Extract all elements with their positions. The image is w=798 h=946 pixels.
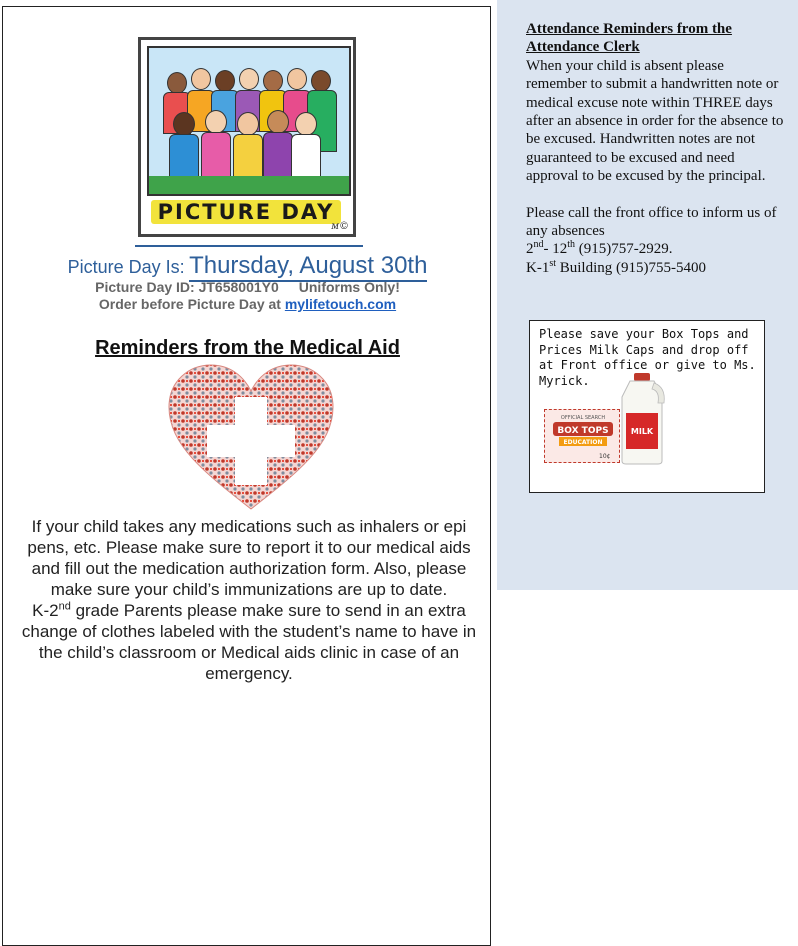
box-tops-notice <box>529 320 765 493</box>
left-panel <box>2 6 491 946</box>
box-tops-coupon-image <box>544 409 620 463</box>
svg-text:BOX TOPS: BOX TOPS <box>557 426 609 436</box>
phone-k-1: K-1st Building (915)755-5400 <box>526 257 706 276</box>
mylifetouch-link[interactable]: mylifetouch.com <box>284 296 397 312</box>
svg-text:EDUCATION: EDUCATION <box>563 439 603 446</box>
picture-day-date-value: Thursday, August 30th <box>189 252 427 282</box>
attendance-section <box>526 20 788 277</box>
picture-day-id: Picture Day ID: JT658001Y0 <box>95 279 279 295</box>
uniforms-note: Uniforms Only! <box>298 279 400 295</box>
picture-day-illustration <box>138 37 356 237</box>
medical-paragraph-1: If your child takes any medications such as inhalers or epi pens, etc. Please make sure to report it to our medical aids and fill out the medication authorization form. Also, please make sure your child’s immunizations are up to date. <box>27 517 471 599</box>
picture-day-art-label: PICTURE DAY <box>151 200 341 224</box>
box-tops-text: Please save your Box Tops and Prices Milk Caps and drop off at Front office or give to Ms. Myrick. <box>539 327 756 388</box>
medical-heart-icon <box>165 363 337 513</box>
svg-text:MILK: MILK <box>630 427 654 436</box>
svg-text:OFFICIAL SEARCH: OFFICIAL SEARCH <box>560 415 606 421</box>
picture-day-info <box>3 279 492 313</box>
picture-day-date-label: Picture Day Is: <box>67 257 185 277</box>
medical-aid-title: Reminders from the Medical Aid <box>95 337 400 359</box>
divider-line <box>135 245 363 247</box>
attendance-body: When your child is absent please remember to submit a handwritten note or medical excuse note within THREE days after an absence in order for the absence to be excused. Handwritten notes are not guaranteed to be excused and need approval to be excused by the principal. <box>526 57 784 185</box>
phone-2-12: 2nd- 12th (915)757-2929. <box>526 239 673 258</box>
medical-paragraph-2: K-2nd grade Parents please make sure to send in an extra change of clothes labeled with the student’s name to have in the child’s classroom or Medical aids clinic in case of an emergency. <box>21 600 477 683</box>
attendance-call-text: Please call the front office to inform us of any absences <box>526 204 777 240</box>
picture-day-date <box>3 252 492 280</box>
right-panel <box>497 0 798 590</box>
order-text: Order before Picture Day at <box>98 296 281 312</box>
svg-text:10¢: 10¢ <box>599 453 611 460</box>
medical-body <box>15 516 483 684</box>
kids-group-image <box>147 46 351 196</box>
milk-jug-image <box>620 373 668 465</box>
attendance-title: Attendance Reminders from the Attendance Clerk <box>526 21 732 56</box>
artist-signature: ᴍ© <box>331 221 349 232</box>
